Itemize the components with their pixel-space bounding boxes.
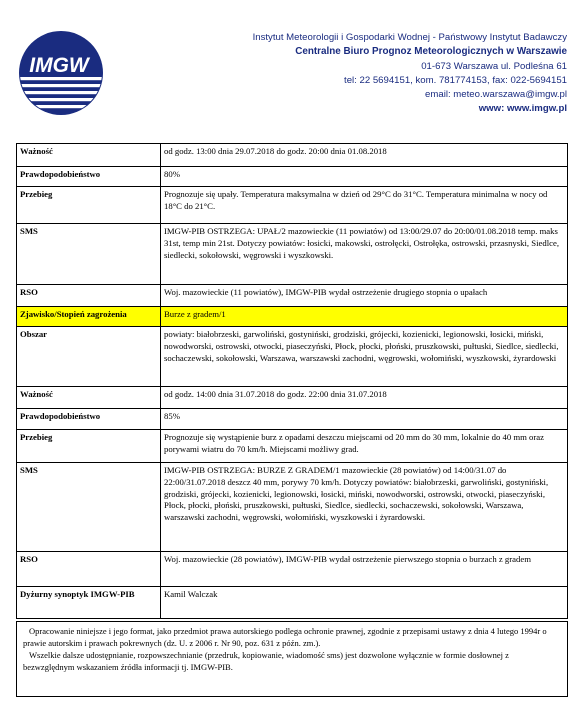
institute-name: Instytut Meteorologii i Gospodarki Wodnej - Państwowy Instytut Badawczy [252, 32, 567, 43]
table-row [17, 285, 568, 307]
phenomenon-value: Burze z gradem/1 [161, 307, 568, 327]
area-value: powiaty: białobrzeski, garwoliński, gostyniński, grodziski, grójecki, kozienicki, legionowski, łosicki, miński, nowodworski, ostrowski, otwocki, piaseczyński, Płock, płocki, płoński, pruszkowski, pułtuski, Siedlce, siedlecki, sochaczewski, sokołowski, Warszawa, warszawski zachodni, węgrowski, wołomiński, wyszkowski, żyrardowski [161, 327, 568, 387]
validity-value: od godz. 14:00 dnia 31.07.2018 do godz. 22:00 dnia 31.07.2018 [161, 387, 568, 409]
probability-value: 85% [161, 409, 568, 430]
table-row [17, 224, 568, 285]
table-row [17, 587, 568, 619]
website: www: www.imgw.pl [478, 103, 567, 115]
table-row [17, 387, 568, 409]
table-row [17, 167, 568, 187]
institute-info [253, 31, 567, 117]
rso-value: Woj. mazowieckie (11 powiatów), IMGW-PIB wydał ostrzeżenie drugiego stopnia o upałach [161, 285, 568, 307]
phenomenon-label: Zjawisko/Stopień zagrożenia [17, 307, 161, 327]
warning-table [16, 143, 568, 619]
copyright-notice: Opracowanie niniejsze i jego format, jako przedmiot prawa autorskiego podlega ochronie prawnej, zgodnie z przepisami ustawy z dnia 4 lutego 1994r o prawie autorskim i prawach pokrewnych (dz. U. z 2006 r. Nr 90, poz. 631 z późn. zm.). [23, 626, 547, 648]
table-row [17, 430, 568, 463]
table-row [17, 187, 568, 224]
course-label: Przebieg [17, 187, 161, 224]
rso-label: RSO [17, 552, 161, 587]
course-value: Prognozuje się wystąpienie burz z opadami deszczu miejscami od 20 mm do 30 mm, lokalnie do 40 mm oraz porywami wiatru do 70 km/h. Miejscami możliwy grad. [161, 430, 568, 463]
rso-value: Woj. mazowieckie (28 powiatów), IMGW-PIB wydał ostrzeżenie pierwszego stopnia o burzach z gradem [161, 552, 568, 587]
validity-value: od godz. 13:00 dnia 29.07.2018 do godz. 20:00 dnia 01.08.2018 [161, 144, 568, 167]
sms-label: SMS [17, 224, 161, 285]
sms-value: IMGW-PIB OSTRZEGA: BURZE Z GRADEM/1 mazowieckie (28 powiatów) od 14:00/31.07 do 22:00/31.07.2018 deszcz 40 mm, porywy 70 km/h. Dotyczy powiatów: białobrzeski, garwoliński, gostyniński, grodziski, grójecki, kozienicki, legionowski, łosicki, miński, nowodworski, ostrowski, otwocki, piaseczyński, Płock, płocki, płoński, pruszkowski, pułtuski, Siedlce, siedlecki, sochaczewski, sokołowski, Warszawa, warszawski zachodni, węgrowski, wołomiński, wyszkowski i żyrardowski. [161, 463, 568, 552]
address: 01-673 Warszawa ul. Podleśna 61 [421, 60, 567, 72]
probability-label: Prawdopodobieństwo [17, 167, 161, 187]
usage-notice: Wszelkie dalsze udostępnianie, rozpowszechnianie (przedruk, kopiowanie, wiadomość sms) jest dozwolone wyłącznie w formie dosłownej z bezwzględnym wskazaniem źródła informacji tj. IMGW-PIB. [23, 650, 509, 672]
copyright-footer [16, 621, 568, 697]
validity-label: Ważność [17, 387, 161, 409]
table-row [17, 409, 568, 430]
table-row [17, 327, 568, 387]
email: email: meteo.warszawa@imgw.pl [425, 89, 567, 101]
table-row [17, 463, 568, 552]
probability-label: Prawdopodobieństwo [17, 409, 161, 430]
duty-forecaster-label: Dyżurny synoptyk IMGW-PIB [17, 587, 161, 619]
probability-value: 80% [161, 167, 568, 187]
phone: tel: 22 5694151, kom. 781774153, fax: 022-5694151 [344, 74, 567, 86]
validity-label: Ważność [17, 144, 161, 167]
rso-label: RSO [17, 285, 161, 307]
duty-forecaster-name: Kamil Walczak [161, 587, 568, 619]
table-row [17, 552, 568, 587]
table-row [17, 307, 568, 327]
course-value: Prognozuje się upały. Temperatura maksymalna w dzień od 29°C do 31°C. Temperatura minimalna w nocy od 18°C do 21°C. [161, 187, 568, 224]
sms-label: SMS [17, 463, 161, 552]
bureau-name: Centralne Biuro Prognoz Meteorologicznych w Warszawie [295, 46, 567, 58]
document-header [0, 0, 579, 140]
table-row [17, 144, 568, 167]
imgw-logo [18, 30, 104, 116]
sms-value: IMGW-PIB OSTRZEGA: UPAŁ/2 mazowieckie (11 powiatów) od 13:00/29.07 do 20:00/01.08.2018 temp. maks 31st, temp min 21st. Dotyczy powiatów: łosicki, makowski, ostrołęcki, Ostrołęka, ostrowski, przasnyski, Siedlce, siedlecki, sokołowski, węgrowski i wyszkowski. [161, 224, 568, 285]
area-label: Obszar [17, 327, 161, 387]
course-label: Przebieg [17, 430, 161, 463]
svg-text:IMGW: IMGW [29, 54, 89, 77]
